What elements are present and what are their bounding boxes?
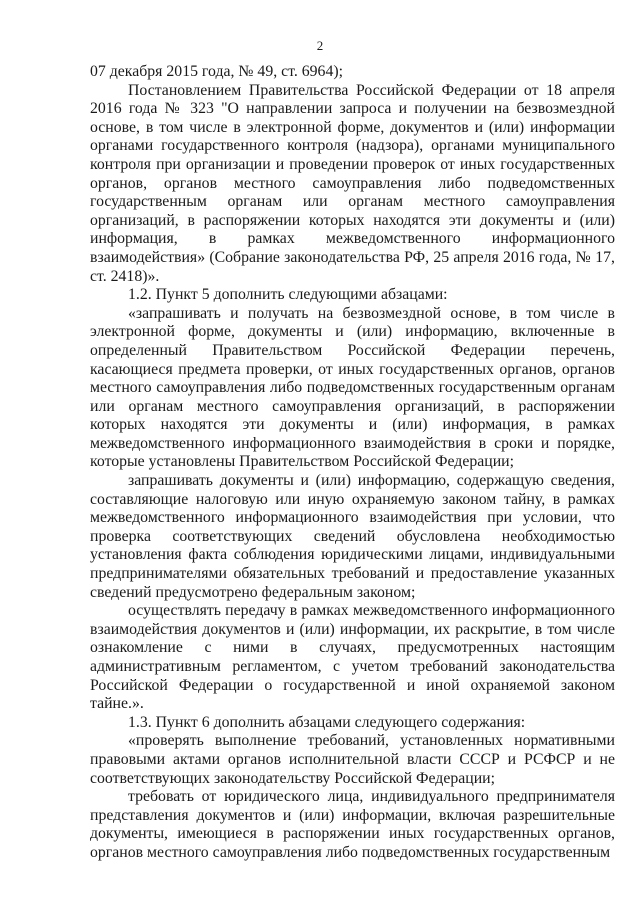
paragraph-3: 1.2. Пункт 5 дополнить следующими абзацами: <box>128 286 448 304</box>
page-number: 2 <box>316 38 324 53</box>
paragraph-4: «запрашивать и получать на безвозмездной основе, в том числе в электронной форме, документы и (или) информацию, включенные в определенный Правительством Российской Федерации перечень, касающиеся предмета проверки, от иных государственных органов, органов местного самоуправления либо подведомственных государственным органам или органам местного самоуправления организаций, в распоряжении которых находятся эти документы и (или) информация, в рамках межведомственного информационного взаимодействия в сроки и порядке, которые установлены Правительством Российской Федерации; <box>90 304 615 471</box>
paragraph-2: Постановлением Правительства Российской Федерации от 18 апреля 2016 года № 323 "О направлении запроса и получении на безвозмездной основе, в том числе в электронной форме, документов и (или) информации органами государственного контроля (надзора), органами муниципального контроля при организации и проведении проверок от иных государственных органов, органов местного самоуправления либо подведомственных государственным органам или органам местного самоуправления организаций, в распоряжении которых находятся эти документы и (или) информация, в рамках межведомственного информационного взаимодействия» (Собрание законодательства РФ, 25 апреля 2016 года, № 17, ст. 2418)». <box>90 81 615 285</box>
paragraph-5: запрашивать документы и (или) информацию, содержащую сведения, составляющие налоговую или иную охраняемую законом тайну, в рамках межведомственного информационного взаимодействия при условии, что проверка соответствующих сведений обусловлена необходимостью установления факта соблюдения юридическими лицами, индивидуальными предпринимателями обязательных требований и предоставление указанных сведений предусмотрено федеральным законом; <box>90 472 615 601</box>
document-body <box>90 63 615 863</box>
paragraph-6: осуществлять передачу в рамках межведомственного информационного взаимодействия документов и (или) информации, их раскрытие, в том числе ознакомление с ними в случаях, предусмотренных настоящим административным регламентом, с учетом требований законодательства Российской Федерации о государственной и иной охраняемой законом тайне.». <box>90 602 615 713</box>
paragraph-9: требовать от юридического лица, индивидуального предпринимателя представления документов и (или) информации, включая разрешительные документы, имеющиеся в распоряжении иных государственных органов, органов местного самоуправления либо подведомственных государственным <box>90 788 615 861</box>
paragraph-1: 07 декабря 2015 года, № 49, ст. 6964); <box>90 63 343 80</box>
paragraph-8: «проверять выполнение требований, установленных нормативными правовыми актами органов исполнительной власти СССР и РСФСР и не соответствующих законодательству Российской Федерации; <box>90 732 615 787</box>
paragraph-7: 1.3. Пункт 6 дополнить абзацами следующего содержания: <box>128 713 526 731</box>
